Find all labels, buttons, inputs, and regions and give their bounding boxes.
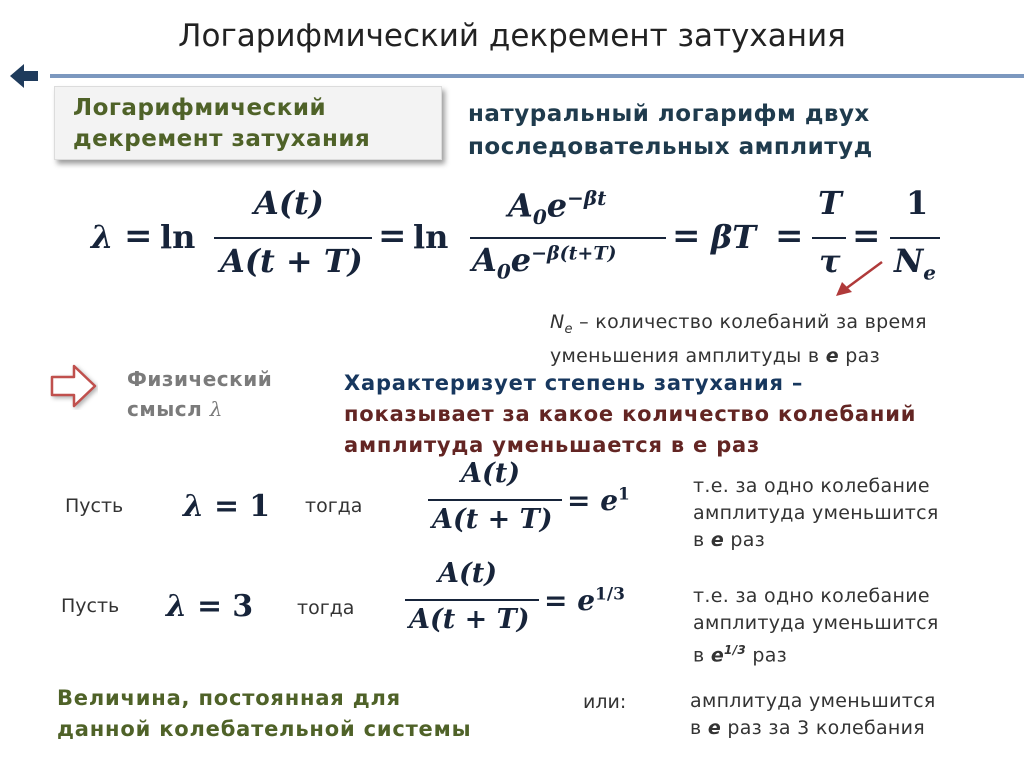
physical-meaning-label: Физический смысл λ: [127, 367, 273, 421]
definition-box-line2: декремент затухания: [73, 126, 371, 152]
back-arrow-icon[interactable]: [10, 62, 40, 90]
formula-ln: ln: [413, 218, 449, 256]
example-2-lambda-value: λ = 3: [166, 589, 254, 624]
example-2-rhs: = $e^{1/3}$: [544, 584, 625, 617]
formula-beta-t: βT: [711, 218, 757, 256]
fraction-2-numerator: $A_0e^{-\beta t}$: [508, 186, 607, 230]
hollow-right-arrow-icon: [50, 362, 98, 410]
ne-symbol: N: [550, 311, 565, 333]
fraction-2-bar: [470, 237, 666, 239]
fraction-4-numerator: 1: [906, 184, 929, 222]
example-1-fraction: A(t) A(t + T): [428, 458, 562, 548]
fraction-4-bar: [890, 237, 940, 239]
or-label: или:: [583, 691, 627, 713]
constant-statement: Величина, постоянная для данной колебательной системы: [57, 686, 472, 741]
fraction-2: [470, 178, 666, 293]
formula-lambda: λ: [91, 218, 114, 256]
definition-box: [54, 86, 442, 160]
example-1-note: т.е. за одно колебание амплитуда уменьшится в e раз: [693, 475, 939, 551]
physical-meaning-text: Характеризует степень затухания – показывает за какое количество колебаний амплитуда уменьшается в е раз: [344, 371, 917, 457]
example-2-note: т.е. за одно колебание амплитуда уменьшится в $e^{1/3}$ раз: [693, 585, 939, 667]
example-1-lambda-value: λ = 1: [183, 489, 271, 524]
example-2-let-label: Пусть: [61, 595, 120, 617]
fraction-3-numerator: T: [818, 184, 842, 222]
fraction-3-denominator: τ: [819, 242, 841, 280]
fraction-2-denominator: $A_0e^{-\beta(t+T)}$: [472, 241, 617, 284]
example-2-fraction: A(t) A(t + T): [405, 558, 539, 648]
lambda-symbol: λ: [209, 397, 223, 421]
fraction-1-denominator: A(t + T): [220, 242, 363, 280]
fraction-1: [214, 183, 372, 293]
definition-text-line1: натуральный логарифм двух: [468, 101, 870, 127]
example-1-let-label: Пусть: [65, 495, 124, 517]
example-1-then-label: тогда: [305, 495, 363, 517]
definition-text: [468, 98, 873, 164]
formula-equals: =: [775, 216, 804, 256]
fraction-1-numerator: A(t): [254, 184, 324, 222]
ne-definition-note: $N_e$ – количество колебаний за время уменьшения амплитуды в e раз: [550, 311, 927, 367]
example-1-rhs: = $e^1$: [567, 484, 630, 517]
fraction-3-bar: [812, 237, 846, 239]
formula-equals: =: [672, 216, 701, 256]
formula-equals: =: [378, 216, 407, 256]
formula-ln: ln: [160, 218, 196, 256]
formula-equals: =: [124, 216, 153, 256]
example-2-then-label: тогда: [297, 597, 355, 619]
fraction-1-bar: [214, 237, 372, 239]
definition-text-line2: последовательных амплитуд: [468, 134, 873, 160]
final-note: амплитуда уменьшится в e раз за 3 колебания: [690, 690, 936, 739]
slide-title: Логарифмический декремент затухания: [178, 18, 846, 54]
definition-box-line1: Логарифмический: [73, 95, 327, 121]
title-rule: [50, 74, 1024, 78]
formula-equals: =: [852, 216, 881, 256]
red-pointer-arrow-icon: [830, 258, 886, 300]
fraction-4: [890, 183, 940, 293]
fraction-4-denominator: $N_e$: [894, 242, 936, 285]
